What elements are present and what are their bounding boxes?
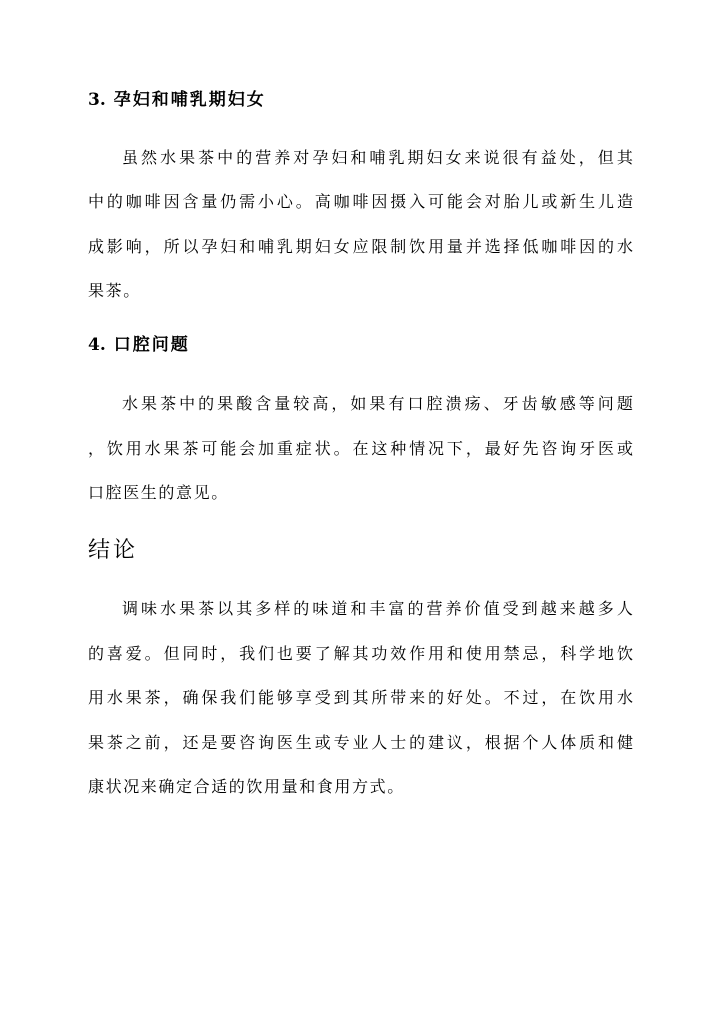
paragraph-line: 中 的 咖 啡 因 含 量 仍 需 小 心 。 高 咖 啡 因 摄 入 可 能 会 对 胎 儿 或 新 生 儿 造	[88, 192, 633, 211]
paragraph-line: 果 茶 之 前 ， 还 是 要 咨 询 医 生 或 专 业 人 士 的 建 议 ， 根 据 个 人 体 质 和 健	[88, 733, 633, 752]
section-number: 3.	[88, 90, 106, 110]
paragraph-line: 成 影 响 ， 所 以 孕 妇 和 哺 乳 期 妇 女 应 限 制 饮 用 量 并 选 择 低 咖 啡 因 的 水	[88, 237, 633, 256]
paragraph-line: 的 喜 爱 。 但 同 时 ， 我 们 也 要 了 解 其 功 效 作 用 和 使 用 禁 忌 ， 科 学 地 饮	[88, 644, 633, 663]
conclusion-title: 结论	[88, 538, 139, 563]
paragraph-line: 虽 然 水 果 茶 中 的 营 养 对 孕 妇 和 哺 乳 期 妇 女 来 说 很 有 益 处 ， 但 其	[122, 148, 633, 167]
paragraph-line: 果茶。	[88, 281, 141, 300]
paragraph-line: ， 饮 用 水 果 茶 可 能 会 加 重 症 状 。 在 这 种 情 况 下 ， 最 好 先 咨 询 牙 医 或	[88, 439, 633, 458]
paragraph-line: 水 果 茶 中 的 果 酸 含 量 较 高 ， 如 果 有 口 腔 溃 疡 、 牙 齿 敏 感 等 问 题	[122, 394, 633, 413]
section-heading-3	[88, 88, 266, 112]
paragraph-line: 调 味 水 果 茶 以 其 多 样 的 味 道 和 丰 富 的 营 养 价 值 受 到 越 来 越 多 人	[122, 599, 633, 618]
section-title: 孕妇和哺乳期妇女	[113, 90, 266, 110]
paragraph-line: 康状况来确定合适的饮用量和食用方式。	[88, 777, 405, 796]
section-title: 口腔问题	[113, 335, 190, 355]
section-heading-4	[88, 333, 190, 357]
section-number: 4.	[88, 335, 106, 355]
paragraph-line: 用 水 果 茶 ， 确 保 我 们 能 够 享 受 到 其 所 带 来 的 好 处 。 不 过 ， 在 饮 用 水	[88, 688, 633, 707]
paragraph-line: 口腔医生的意见。	[88, 483, 229, 502]
